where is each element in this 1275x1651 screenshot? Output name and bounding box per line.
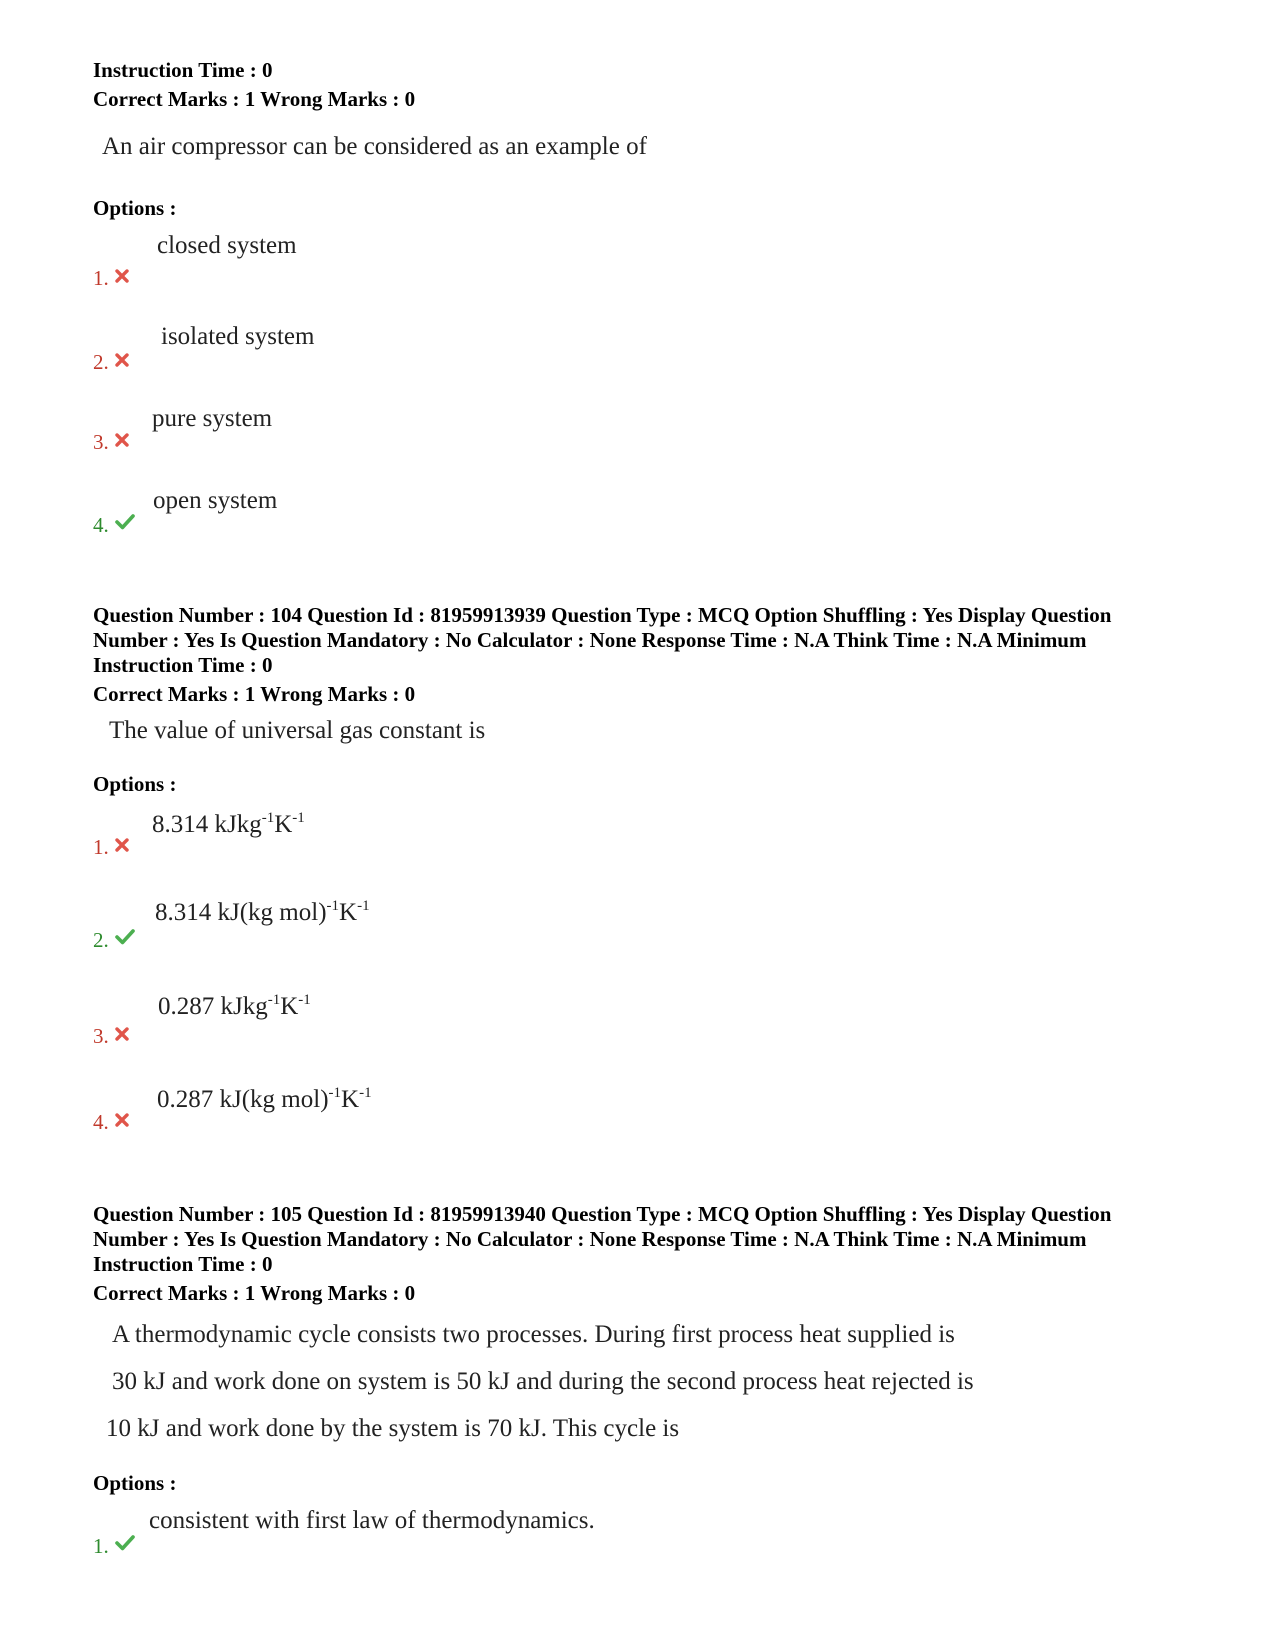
option-text: 8.314 kJ(kg $mol)^{-1}K^{-1}$ [155, 898, 370, 926]
question-text-line: 30 kJ and work done on system is 50 kJ and during the second process heat rejected is [112, 1368, 974, 1395]
option-number [93, 348, 129, 374]
option-number-label: 3. [93, 430, 109, 454]
instruction-time: Instruction Time : 0 [93, 653, 273, 677]
option-text: pure system [152, 405, 273, 432]
cross-icon [115, 1108, 129, 1132]
question-meta-line-2: Number : Yes Is Question Mandatory : No Calculator : None Response Time : N.A Think Time : N.A Minimum [93, 628, 1087, 652]
option-text: consistent with first law of thermodynamics. [149, 1507, 595, 1534]
option-number-label: 1. [93, 835, 109, 859]
question-meta-line-1: Question Number : 104 Question Id : 81959913939 Question Type : MCQ Option Shuffling : Yes Display Question [93, 603, 1112, 627]
option-number-label: 4. [93, 1110, 109, 1134]
cross-icon [115, 264, 129, 288]
check-icon [115, 511, 135, 535]
options-label: Options : [93, 772, 177, 796]
option-number [93, 1532, 135, 1558]
option-number [93, 1108, 129, 1134]
question-text-line: 10 kJ and work done by the system is 70 kJ. This cycle is [106, 1415, 680, 1442]
cross-icon [115, 428, 129, 452]
option-number-label: 2. [93, 928, 109, 952]
option-number [93, 833, 129, 859]
instruction-time: Instruction Time : 0 [93, 1252, 273, 1276]
option-text: 8.314 $kJkg^{-1}K^{-1}$ [152, 810, 305, 838]
option-number-label: 1. [93, 266, 109, 290]
option-text: 0.287 $kJkg^{-1}K^{-1}$ [158, 992, 311, 1020]
cross-icon [115, 1022, 129, 1046]
option-number-label: 2. [93, 350, 109, 374]
option-text: isolated system [161, 323, 315, 350]
marks-info: Correct Marks : 1 Wrong Marks : 0 [93, 87, 416, 111]
cross-icon [115, 348, 129, 372]
marks-info: Correct Marks : 1 Wrong Marks : 0 [93, 682, 416, 706]
options-label: Options : [93, 196, 177, 220]
options-label: Options : [93, 1471, 177, 1495]
question-meta-line-2: Number : Yes Is Question Mandatory : No Calculator : None Response Time : N.A Think Time : N.A Minimum [93, 1227, 1087, 1251]
question-text: The value of universal gas constant is [109, 717, 486, 744]
question-meta-line-1: Question Number : 105 Question Id : 81959913940 Question Type : MCQ Option Shuffling : Yes Display Question [93, 1202, 1112, 1226]
option-number-label: 3. [93, 1024, 109, 1048]
question-text-line: A thermodynamic cycle consists two processes. During first process heat supplied is [112, 1321, 955, 1348]
option-text: open system [153, 487, 278, 514]
option-number-label: 1. [93, 1534, 109, 1558]
marks-info: Correct Marks : 1 Wrong Marks : 0 [93, 1281, 416, 1305]
option-number-label: 4. [93, 513, 109, 537]
option-number [93, 1022, 129, 1048]
option-text: closed system [157, 232, 297, 259]
option-number [93, 264, 129, 290]
option-number [93, 511, 135, 537]
instruction-time: Instruction Time : 0 [93, 58, 273, 82]
check-icon [115, 926, 135, 950]
cross-icon [115, 833, 129, 857]
option-number [93, 926, 135, 952]
option-number [93, 428, 129, 454]
option-text: 0.287 kJ(kg $mol)^{-1}K^{-1}$ [157, 1085, 372, 1113]
check-icon [115, 1532, 135, 1556]
question-text: An air compressor can be considered as an example of [102, 133, 647, 160]
